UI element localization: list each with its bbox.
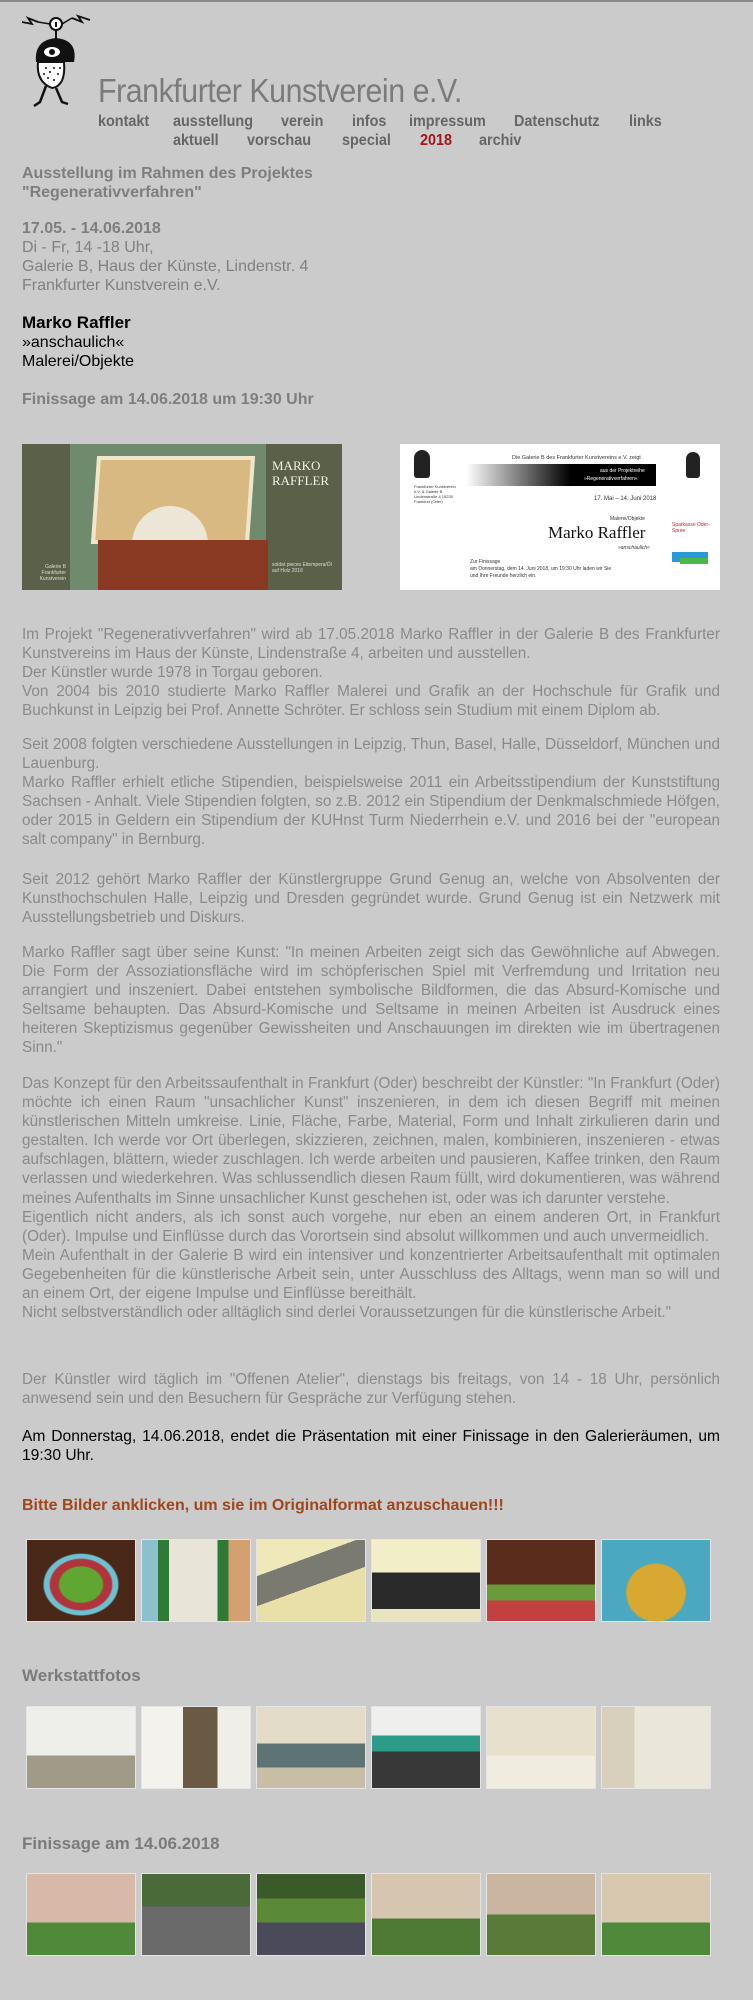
site-title: Frankfurter Kunstverein e.V.: [98, 72, 463, 109]
workshop-photo-6[interactable]: [601, 1706, 711, 1789]
workshop-photo-5[interactable]: [486, 1706, 596, 1789]
body-paragraph: Am Donnerstag, 14.06.2018, endet die Präsentation mit einer Finissage in den Galerieräumen, um 19:30 Uhr.: [22, 1428, 720, 1465]
workshop-photo-2[interactable]: [141, 1706, 251, 1789]
body-paragraph: Der Künstler wird täglich im "Offenen Atelier", dienstags bis freitags, von 14 - 18 Uhr, persönlich anwesend sein und den Besuchern für Gespräche zur Verfügung stehen.: [22, 1371, 720, 1408]
body-section-concept: [22, 1074, 720, 1322]
nav-infos[interactable]: infos: [352, 113, 387, 130]
body-paragraph: Marko Raffler sagt über seine Kunst: "In meinen Arbeiten zeigt sich das Gewöhnliche auf Abwegen. Die Form der Assoziationsfläche wird im schöpferischen Spiel mit Verfremdung und Irritation neu arrangiert und inszeniert. Dabei entstehen symbolische Bildformen, die das Absurd-Komische und Seltsame behaupten. Das Absurd-Komische und Seltsame in meinen Arbeiten ist Ausdruck eines heiteren Skeptizismus gegenüber Gewissheiten und Anschauungen im direkten wie im übertragenen Sinn.": [22, 944, 720, 1057]
workshop-photo-1[interactable]: [26, 1706, 136, 1789]
primary-nav: [0, 113, 753, 133]
artwork-thumbnail-3[interactable]: [256, 1539, 366, 1622]
invitation-card-image[interactable]: [400, 444, 720, 590]
body-paragraph: Das Konzept für den Arbeitssaufenthalt in Frankfurt (Oder) beschreibt der Künstler: "In Frankfurt (Oder) möchte ich einen Raum "unsachlicher Kunst" inszenieren, in dem ich diesen Begriff mit meinen künstlerischen Mitteln umkreise. Linie, Fläche, Farbe, Material, Form und Inhalt zirkulieren darin und gestalten. Ich werde vor Ort überlegen, skizzieren, zeichnen, malen, kombinieren, inszenieren - etwas aufschlagen, blättern, wieder zuschlagen. Ich werde arbeiten und pausieren, Kaffee trinken, den Raum verlassen und wiederkehren. Was schlussendlich diesen Raum füllt, wird dokumentieren, was während meines Aufenthalts im Sinne unsachlicher Kunst geschehen ist, oder was ich darunter verstehe.: [22, 1075, 720, 1207]
body-paragraph: Mein Aufenthalt in der Galerie B wird ein intensiver und konzentrierter Arbeitsaufenthalt mit optimalen Gegebenheiten für die künstlerische Arbeit sein, unter Ausschluss des Alltags, wenn man so will und an einem Ort, der eigene Impulse und Einflüsse bereithält.: [22, 1246, 720, 1303]
nav-aktuell[interactable]: aktuell: [173, 132, 219, 149]
body-paragraph: Nicht selbstverständlich oder alltäglich sind derlei Voraussetzungen für die künstlerische Arbeit.": [22, 1304, 672, 1322]
click-images-note: Bitte Bilder anklicken, um sie im Originalformat anzuschauen!!!: [22, 1497, 504, 1514]
logo-icon[interactable]: [20, 10, 100, 110]
nav-links[interactable]: links: [629, 113, 662, 130]
finissage-photo-5[interactable]: [486, 1873, 596, 1956]
body-paragraph: Seit 2008 folgten verschiedene Ausstellungen in Leipzig, Thun, Basel, Halle, Düsseldorf, München und Lauenburg.: [22, 736, 720, 773]
invitation-series-line-2: »Regenerativverfahren«: [584, 476, 638, 482]
workshop-photo-3[interactable]: [256, 1706, 366, 1789]
body-section-intro: [22, 625, 720, 720]
finissage-note: Finissage am 14.06.2018 um 19:30 Uhr: [22, 391, 314, 408]
invitation-title: »anschaulich«: [618, 545, 650, 551]
invitation-finissage-line-2: am Donnerstag, dem 14. Juni 2018, um 19:30 Uhr laden wir Sie: [470, 566, 612, 572]
nav-impressum[interactable]: impressum: [409, 113, 486, 130]
body-paragraph: Der Künstler wurde 1978 in Torgau geboren.: [22, 664, 323, 682]
nav-special[interactable]: special: [342, 132, 391, 149]
exhibition-location: Galerie B, Haus der Künste, Lindenstr. 4: [22, 258, 309, 275]
body-paragraph: Marko Raffler erhielt etliche Stipendien, beispielsweise 2011 ein Arbeitsstipendium der Kunststiftung Sachsen - Anhalt. Viele Stipendien folgten, so z.B. 2012 ein Stipendium der Denkmalschmiede Höfgen, oder 2015 in Geldern ein Stipendium der KUHnst Turm Niederrhein e.V. und 2016 bei der "european salt company" in Bernburg.: [22, 774, 720, 849]
invitation-artist: Marko Raffler: [548, 523, 646, 542]
poster-artist-name: MARKO RAFFLER: [272, 458, 330, 488]
exhibition-dates: 17.05. - 14.06.2018: [22, 220, 161, 237]
body-paragraph: Eigentlich nicht anders, als ich sonst auch vorgehe, nur eben an einem anderen Ort, in Frankfurt (Oder). Impulse und Einflüsse durch das Vorortsein sind absolut willkommen und auch unvermeidlich.: [22, 1208, 720, 1245]
invitation-finissage-line-3: und Ihre Freunde herzlich ein.: [470, 573, 537, 579]
nav-archiv[interactable]: archiv: [479, 132, 522, 149]
finissage-photo-6[interactable]: [601, 1873, 711, 1956]
exhibition-title: »anschaulich«: [22, 334, 125, 351]
nav-kontakt[interactable]: kontakt: [98, 113, 150, 130]
artwork-thumbnail-2[interactable]: [141, 1539, 251, 1622]
body-section-career: [22, 735, 720, 850]
organizer: Frankfurter Kunstverein e.V.: [22, 277, 221, 294]
poster-left-caption: Galerie B Frankfurter Kunstverein: [39, 564, 66, 582]
project-line-1: Ausstellung im Rahmen des Projektes: [22, 165, 313, 182]
invitation-heading: Die Galerie B des Frankfurter Kunstvereins e.V. zeigt: [512, 455, 641, 461]
invitation-sponsor: Sparkasse Oder-Spree: [672, 522, 710, 534]
body-section-finissage: [22, 1427, 720, 1465]
workshop-photo-4[interactable]: [371, 1706, 481, 1789]
nav-datenschutz[interactable]: Datenschutz: [514, 113, 600, 130]
body-paragraph: Seit 2012 gehört Marko Raffler der Künstlergruppe Grund Genug an, welche von Absolventen der Kunsthochschulen Halle, Leipzig und Dresden gegründet wurde. Grund Genug ist ein Netzwerk mit Ausstellungsbetrieb und Diskurs.: [22, 871, 720, 927]
finissage-photo-2[interactable]: [141, 1873, 251, 1956]
project-line-2: "Regenerativverfahren": [22, 184, 202, 201]
nav-ausstellung[interactable]: ausstellung: [173, 113, 254, 130]
artwork-thumbnail-1[interactable]: [26, 1539, 136, 1622]
artwork-thumbnail-5[interactable]: [486, 1539, 596, 1622]
invitation-series-line-1: aus der Projektreihe: [600, 468, 645, 474]
nav-2018[interactable]: 2018: [420, 132, 453, 149]
body-section-group: [22, 870, 720, 927]
finissage-photo-3[interactable]: [256, 1873, 366, 1956]
invitation-finissage-line-1: Zur Finissage: [470, 559, 501, 565]
finissage-photo-1[interactable]: [26, 1873, 136, 1956]
invitation-dates: 17. Mai – 14. Juni 2018: [594, 496, 657, 502]
opening-hours: Di - Fr, 14 -18 Uhr,: [22, 239, 154, 256]
body-section-atelier: [22, 1370, 720, 1408]
artist-name: Marko Raffler: [22, 313, 131, 332]
body-paragraph: Im Projekt "Regenerativverfahren" wird ab 17.05.2018 Marko Raffler in der Galerie B des Frankfurter Kunstvereins im Haus der Künste, Lindenstraße 4, arbeiten und ausstellen.: [22, 626, 720, 663]
workshop-heading: Werkstattfotos: [22, 1666, 141, 1685]
artwork-thumbnail-6[interactable]: [601, 1539, 711, 1622]
invitation-address: Frankfurter Kunstverein e.V. & Galerie B Lindenstraße 4 15230 Frankfurt (Oder): [414, 484, 456, 504]
exhibition-poster-image[interactable]: [22, 444, 342, 590]
invitation-logo-icon: [414, 450, 430, 478]
body-paragraph: Von 2004 bis 2010 studierte Marko Raffler Malerei und Grafik an der Hochschule für Grafik und Buchkunst in Leipzig bei Prof. Annette Schröter. Er schloss sein Studium mit einem Diplom ab.: [22, 683, 720, 720]
artwork-thumbnail-4[interactable]: [371, 1539, 481, 1622]
nav-vorschau[interactable]: vorschau: [247, 132, 312, 149]
exhibition-medium: Malerei/Objekte: [22, 353, 135, 370]
finissage-photo-4[interactable]: [371, 1873, 481, 1956]
body-section-statement: [22, 943, 720, 1058]
secondary-nav: [0, 132, 753, 152]
finissage-heading: Finissage am 14.06.2018: [22, 1834, 220, 1853]
nav-verein[interactable]: verein: [281, 113, 324, 130]
poster-right-caption: soldat pieces Eitempera/Öl auf Holz 2016: [272, 562, 332, 574]
invitation-medium: Malerei/Objekte: [610, 516, 646, 522]
